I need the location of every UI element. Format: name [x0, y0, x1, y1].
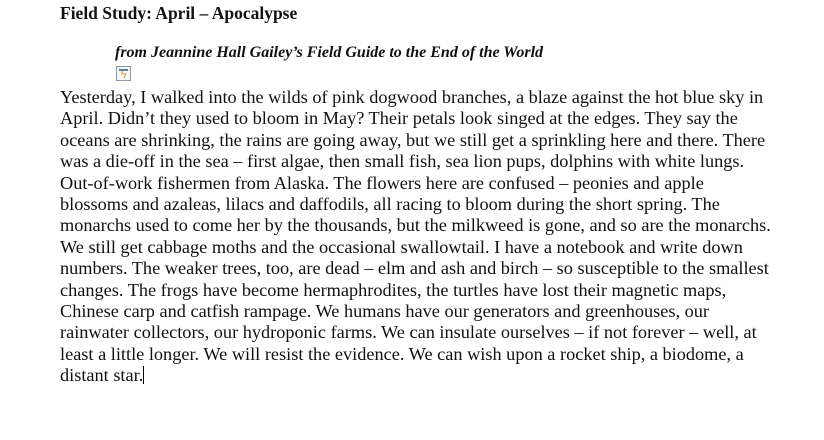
paragraph-line: blossoms and azaleas, lilacs and daffodils, all racing to bloom during the short spring. The	[60, 194, 720, 215]
last-line-text: distant star.	[60, 365, 144, 386]
paragraph-line: least a little longer. We will resist the evidence. We can wish upon a rocket ship, a biodome, a	[60, 343, 744, 364]
paragraph-line: changes. The frogs have become hermaphrodites, the turtles have lost their magnetic maps,	[60, 279, 727, 300]
document-title: Field Study: April – Apocalypse	[60, 3, 298, 23]
paragraph-line: We still get cabbage moths and the occasional swallowtail. I have a notebook and write down	[60, 236, 743, 257]
body-paragraph[interactable]	[60, 87, 771, 387]
text-cursor	[143, 366, 144, 384]
paragraph-line: Yesterday, I walked into the wilds of pink dogwood branches, a blaze against the hot blue sky in	[60, 87, 764, 107]
lightning-icon: ϟ	[120, 68, 128, 81]
paragraph-line: numbers. The weaker trees, too, are dead – elm and ash and birch – so susceptible to the smallest	[60, 258, 769, 279]
embedded-object-icon[interactable]	[116, 66, 131, 81]
paragraph-line: rainwater collectors, our hydroponic farms. We can insulate ourselves – if not forever – well, at	[60, 322, 757, 343]
paragraph-line: monarchs used to come her by the thousands, but the milkweed is gone, and so are the monarchs.	[60, 215, 771, 236]
document-subtitle: from Jeannine Hall Gailey’s Field Guide to the End of the World	[115, 44, 544, 61]
paragraph-line-last	[60, 365, 771, 386]
paragraph-line: was a die-off in the sea – first algae, then small fish, sea lion pups, dolphins with white lungs.	[60, 151, 745, 172]
paragraph-line: Chinese carp and catfish rampage. We humans have our generators and greenhouses, our	[60, 301, 709, 322]
paragraph-line: Out-of-work fishermen from Alaska. The flowers here are confused – peonies and apple	[60, 172, 704, 193]
paragraph-line: oceans are shrinking, the rains are going away, but we still get a sprinkling here and there. There	[60, 129, 766, 150]
paragraph-line: April. Didn’t they used to bloom in May? Their petals look singed at the edges. They say the	[60, 108, 738, 129]
